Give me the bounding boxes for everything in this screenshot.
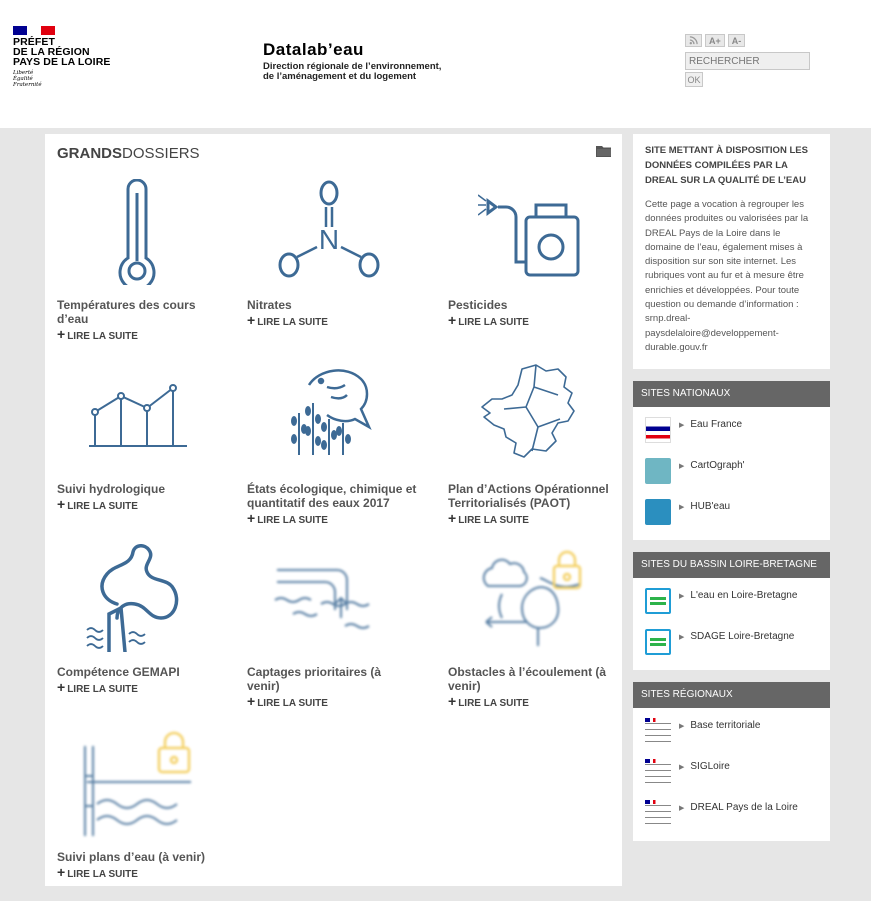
arrow-right-icon: ▶ (679, 763, 685, 771)
link-item[interactable] (645, 714, 830, 755)
water-intake-icon (273, 564, 383, 636)
read-more-label: LIRE LA SUITE (257, 698, 328, 709)
read-more-link[interactable] (57, 679, 138, 695)
link-item[interactable] (645, 454, 830, 495)
plus-icon: + (57, 496, 66, 512)
site-subtitle: de l’aménagement et du logement (263, 71, 417, 82)
link-label[interactable]: DREAL Pays de la Loire (690, 802, 798, 814)
water-level-icon (81, 730, 195, 840)
cartograph-logo-icon (645, 458, 671, 484)
prefet-line: DE LA RÉGION (13, 46, 90, 58)
arrow-right-icon: ▶ (679, 804, 685, 812)
read-more-label: LIRE LA SUITE (67, 684, 138, 695)
link-label[interactable]: L'eau en Loire-Bretagne (690, 590, 798, 602)
hubeau-logo-icon (645, 499, 671, 525)
panel-title-bold: GRANDS (57, 145, 123, 162)
link-item[interactable] (645, 755, 830, 796)
box-title: SITES RÉGIONAUX (633, 682, 830, 708)
box-title: SITES NATIONAUX (633, 381, 830, 407)
prefet-line: PAYS DE LA LOIRE (13, 56, 111, 68)
read-more-link[interactable] (57, 326, 138, 342)
region-map-icon (476, 363, 580, 467)
line-graph-icon (87, 384, 189, 448)
devise-line: Liberté (13, 70, 34, 76)
arrow-right-icon: ▶ (679, 421, 685, 429)
read-more-link[interactable] (247, 693, 328, 709)
prefet-logo[interactable] (13, 26, 163, 88)
dossier-name[interactable]: Suivi hydrologique (57, 482, 166, 496)
about-title: SITE METTANT À DISPOSITION LES DONNÉES COMPILÉES PAR LA DREAL SUR LA QUALITÉ DE L’EAU (645, 145, 808, 186)
link-item[interactable] (645, 495, 830, 536)
sites-bassin-box (633, 552, 830, 670)
grands-dossiers-panel (45, 134, 622, 886)
panel-title (57, 145, 200, 162)
link-item[interactable] (645, 796, 830, 837)
sites-regionaux-box (633, 682, 830, 841)
rss-icon (689, 36, 698, 45)
dossier-name[interactable]: États écologique, chimique et quantitatif des eaux 2017 (247, 482, 417, 510)
font-decrease-button[interactable]: A- (728, 34, 746, 47)
eaufrance-logo-icon (645, 417, 671, 443)
agence-eau-logo-icon (645, 629, 671, 655)
link-label[interactable]: CartOgraph' (690, 460, 745, 472)
site-title: Datalab’eau (263, 40, 364, 59)
plus-icon: + (57, 326, 66, 342)
marianne-flag-icon (13, 26, 55, 35)
read-more-label: LIRE LA SUITE (257, 515, 328, 526)
river-dam-icon (85, 544, 193, 652)
read-more-label: LIRE LA SUITE (458, 698, 529, 709)
read-more-link[interactable] (247, 510, 328, 526)
devise-line: Égalité (13, 76, 33, 82)
rss-button[interactable] (685, 34, 702, 47)
sprayer-icon (478, 187, 582, 279)
link-item[interactable] (645, 625, 830, 666)
plus-icon: + (247, 312, 256, 328)
site-header (0, 0, 871, 128)
font-increase-button[interactable]: A+ (705, 34, 725, 47)
prefet-mini-logo-icon (645, 718, 671, 744)
dossier-name[interactable]: Captages prioritaires (à venir) (247, 665, 382, 693)
search-ok-button[interactable]: OK (685, 72, 703, 87)
sites-nationaux-box (633, 381, 830, 540)
prefet-line: PRÉFET (13, 36, 56, 48)
about-text: Cette page a vocation à regrouper les données produites ou valorisées par la DREAL Pays de la Loire dans le domaine de l’eau, également mises à disposition sur son site internet. Les rubriques vont au fur et à mesure être enrichies et développées. Pour toute question ou demande d’information : srnp.dreal-paysdelaloire@developpement-durable.gouv.fr (645, 199, 809, 353)
link-label[interactable]: HUB'eau (690, 501, 731, 513)
panel-title-light: DOSSIERS (122, 145, 200, 162)
dossier-name[interactable]: Suivi plans d’eau (à venir) (57, 850, 206, 864)
plus-icon: + (247, 510, 256, 526)
read-more-link[interactable] (57, 496, 138, 512)
nitrate-molecule-icon (275, 179, 383, 283)
svg-text:N: N (318, 224, 340, 255)
link-label[interactable]: Eau France (690, 419, 743, 431)
read-more-link[interactable] (57, 864, 138, 880)
link-item[interactable] (645, 584, 830, 625)
dossier-name[interactable]: Compétence GEMAPI (57, 665, 180, 679)
site-subtitle: Direction régionale de l’environnement, (263, 61, 442, 72)
read-more-link[interactable] (247, 312, 328, 328)
plus-icon: + (247, 693, 256, 709)
dossier-name[interactable]: Nitrates (247, 298, 292, 312)
plus-icon: + (57, 864, 66, 880)
agence-eau-logo-icon (645, 588, 671, 614)
prefet-mini-logo-icon (645, 759, 671, 785)
arrow-right-icon: ▶ (679, 722, 685, 730)
dossier-name[interactable]: Plan d’Actions Opérationnel Territorialisés (PAOT) (448, 482, 609, 510)
folder-icon[interactable] (596, 144, 612, 157)
link-label[interactable]: SIGLoire (690, 761, 730, 773)
read-more-link[interactable] (448, 510, 529, 526)
read-more-label: LIRE LA SUITE (458, 515, 529, 526)
devise-line: Fraternité (13, 82, 42, 88)
link-label[interactable]: SDAGE Loire-Bretagne (690, 631, 795, 643)
link-label[interactable]: Base territoriale (690, 720, 761, 732)
plus-icon: + (57, 679, 66, 695)
read-more-label: LIRE LA SUITE (67, 501, 138, 512)
read-more-label: LIRE LA SUITE (458, 317, 529, 328)
arrow-right-icon: ▶ (679, 462, 685, 470)
read-more-link[interactable] (448, 693, 529, 709)
prefet-mini-logo-icon (645, 800, 671, 826)
read-more-label: LIRE LA SUITE (67, 869, 138, 880)
header-tools (685, 34, 810, 87)
sidebar (633, 134, 830, 841)
read-more-label: LIRE LA SUITE (257, 317, 328, 328)
dossier-name[interactable]: Pesticides (448, 298, 508, 312)
fish-plants-icon (279, 363, 379, 455)
box-title: SITES DU BASSIN LOIRE-BRETAGNE (633, 552, 830, 578)
plus-icon: + (448, 693, 457, 709)
arrow-right-icon: ▶ (679, 633, 685, 641)
dossier-name[interactable]: Températures des cours d’eau (57, 298, 196, 326)
link-item[interactable] (645, 413, 830, 454)
read-more-label: LIRE LA SUITE (67, 331, 138, 342)
search-input[interactable] (685, 52, 810, 70)
thermometer-icon (115, 179, 159, 285)
plus-icon: + (448, 510, 457, 526)
dossier-name[interactable]: Obstacles à l’écoulement (à venir) (448, 665, 607, 693)
arrow-right-icon: ▶ (679, 592, 685, 600)
arrow-right-icon: ▶ (679, 503, 685, 511)
about-box (633, 134, 830, 369)
flow-obstacle-icon (476, 548, 586, 648)
site-branding[interactable] (263, 40, 441, 82)
plus-icon: + (448, 312, 457, 328)
read-more-link[interactable] (448, 312, 529, 328)
